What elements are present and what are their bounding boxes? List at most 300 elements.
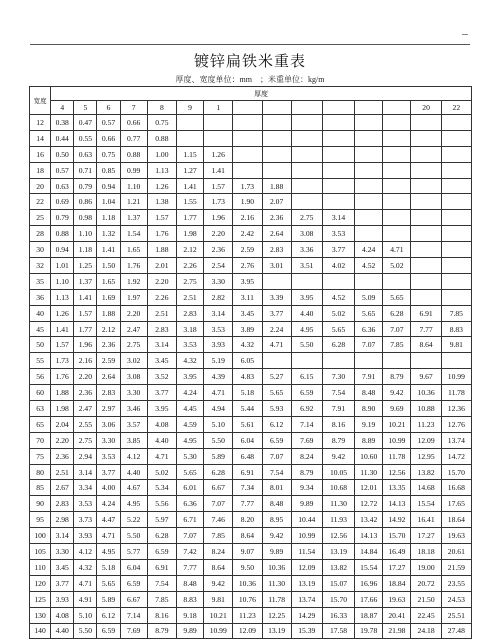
page-title: 镀锌扁铁米重表 [193, 54, 306, 70]
weight-cell: 2.51 [147, 305, 176, 321]
weight-cell: 1.65 [97, 273, 120, 289]
weight-cell: 5.97 [147, 512, 176, 528]
weight-cell: 5.65 [383, 289, 411, 305]
table-row [30, 194, 472, 210]
weight-cell: 1.77 [176, 210, 203, 226]
width-cell: 12 [30, 115, 51, 131]
weight-cell [262, 146, 291, 162]
weight-cell: 2.07 [262, 194, 291, 210]
weight-cell: 4.12 [74, 544, 97, 560]
table-row [30, 623, 472, 639]
weight-cell: 6.36 [355, 321, 383, 337]
weight-cell [411, 210, 441, 226]
width-cell: 28 [30, 226, 51, 242]
weight-cell: 3.95 [176, 369, 203, 385]
weight-cell: 18.18 [411, 544, 441, 560]
weight-cell: 1.88 [51, 385, 74, 401]
weight-cell: 13.74 [291, 591, 322, 607]
weight-cell: 5.61 [233, 416, 262, 432]
weight-cell: 3.77 [322, 242, 354, 258]
weight-cell [204, 130, 233, 146]
weight-cell: 3.89 [233, 321, 262, 337]
weight-cell: 14.13 [355, 528, 383, 544]
weight-cell: 2.20 [147, 273, 176, 289]
weight-cell: 2.36 [51, 448, 74, 464]
weight-cell: 5.50 [291, 337, 322, 353]
weight-cell: 16.68 [441, 480, 471, 496]
thickness-header-cell [383, 101, 411, 115]
weight-cell: 1.41 [204, 162, 233, 178]
weight-cell: 2.75 [74, 432, 97, 448]
width-cell: 35 [30, 273, 51, 289]
weight-cell: 1.26 [147, 178, 176, 194]
weight-cell: 7.54 [262, 464, 291, 480]
weight-cell: 2.26 [176, 258, 203, 274]
weight-cell: 3.39 [262, 289, 291, 305]
weight-cell: 1.88 [147, 242, 176, 258]
width-cell: 60 [30, 385, 51, 401]
table-row [30, 162, 472, 178]
weight-cell: 15.70 [441, 464, 471, 480]
weight-cell: 4.83 [233, 369, 262, 385]
weight-cell: 2.54 [204, 258, 233, 274]
weight-cell: 1.10 [74, 226, 97, 242]
weight-cell: 4.71 [262, 337, 291, 353]
weight-cell: 7.07 [383, 321, 411, 337]
weight-cell: 3.14 [147, 337, 176, 353]
table-row [30, 575, 472, 591]
weight-cell [176, 130, 203, 146]
width-cell: 95 [30, 512, 51, 528]
weight-cell: 6.59 [291, 385, 322, 401]
weight-cell [383, 178, 411, 194]
weight-cell [291, 353, 322, 369]
weight-cell: 11.30 [322, 496, 354, 512]
weight-cell: 2.24 [262, 321, 291, 337]
weight-cell: 20.61 [441, 544, 471, 560]
width-cell: 100 [30, 528, 51, 544]
table-row [30, 321, 472, 337]
weight-cell: 2.98 [51, 512, 74, 528]
weight-cell [262, 115, 291, 131]
table-row [30, 242, 472, 258]
table-header [30, 87, 472, 115]
weight-cell: 13.42 [355, 512, 383, 528]
weight-cell: 12.25 [262, 607, 291, 623]
weight-cell: 1.38 [147, 194, 176, 210]
weight-cell [262, 162, 291, 178]
width-cell: 120 [30, 575, 51, 591]
thickness-header-cell: 20 [411, 101, 441, 115]
weight-cell: 9.89 [291, 496, 322, 512]
weight-cell: 4.32 [176, 353, 203, 369]
weight-cell: 5.30 [176, 448, 203, 464]
weight-cell: 10.05 [322, 464, 354, 480]
weight-cell: 2.42 [233, 226, 262, 242]
weight-cell: 2.20 [120, 305, 147, 321]
weight-cell: 2.20 [204, 226, 233, 242]
weight-cell: 14.72 [441, 448, 471, 464]
weight-cell: 9.42 [322, 448, 354, 464]
weight-cell [441, 115, 471, 131]
weight-cell: 5.34 [147, 480, 176, 496]
weight-cell: 21.98 [383, 623, 411, 639]
weight-cell: 3.06 [97, 416, 120, 432]
table-row [30, 178, 472, 194]
weight-cell [383, 162, 411, 178]
table-row [30, 226, 472, 242]
weight-cell: 1.41 [74, 289, 97, 305]
weight-cell: 5.65 [355, 305, 383, 321]
weight-cell [441, 178, 471, 194]
weight-cell: 5.02 [383, 258, 411, 274]
weight-cell: 2.83 [147, 321, 176, 337]
table-row [30, 369, 472, 385]
weight-cell: 3.11 [233, 289, 262, 305]
weight-cell: 8.24 [291, 448, 322, 464]
weight-cell: 6.28 [204, 464, 233, 480]
weight-cell: 5.18 [97, 559, 120, 575]
table-row [30, 416, 472, 432]
weight-cell: 4.39 [204, 369, 233, 385]
table-row [30, 385, 472, 401]
weight-cell: 17.65 [441, 496, 471, 512]
weight-cell: 4.71 [74, 575, 97, 591]
weight-cell: 6.01 [176, 480, 203, 496]
weight-cell [355, 115, 383, 131]
weight-cell [411, 353, 441, 369]
weight-cell: 4.00 [97, 480, 120, 496]
weight-cell: 2.67 [51, 480, 74, 496]
weight-cell: 3.77 [97, 464, 120, 480]
weight-cell [322, 194, 354, 210]
weight-cell: 3.93 [51, 591, 74, 607]
thickness-header-cell [262, 101, 291, 115]
weight-cell: 22.45 [411, 607, 441, 623]
weight-cell: 2.75 [291, 210, 322, 226]
weight-cell [441, 242, 471, 258]
weight-cell: 4.24 [355, 242, 383, 258]
weight-cell [355, 194, 383, 210]
weight-cell: 3.73 [74, 512, 97, 528]
weight-cell [291, 146, 322, 162]
weight-cell: 6.15 [291, 369, 322, 385]
table-row [30, 273, 472, 289]
weight-cell: 2.76 [233, 258, 262, 274]
width-cell: 20 [30, 178, 51, 194]
weight-cell: 24.18 [411, 623, 441, 639]
weight-cell: 6.04 [233, 432, 262, 448]
weight-cell: 8.90 [355, 401, 383, 417]
weight-cell: 3.53 [204, 321, 233, 337]
thickness-values-row [30, 101, 472, 115]
weight-cell: 14.13 [383, 496, 411, 512]
thickness-header-cell [233, 101, 262, 115]
weight-cell: 1.41 [97, 242, 120, 258]
weight-cell: 2.75 [120, 337, 147, 353]
weight-cell: 0.88 [120, 146, 147, 162]
weight-cell: 5.89 [204, 448, 233, 464]
weight-cell: 2.12 [176, 242, 203, 258]
weight-cell [233, 162, 262, 178]
width-cell: 16 [30, 146, 51, 162]
width-cell: 65 [30, 416, 51, 432]
weight-cell: 8.79 [322, 432, 354, 448]
weight-cell: 7.14 [120, 607, 147, 623]
weight-cell [176, 115, 203, 131]
weight-cell: 1.88 [97, 305, 120, 321]
page-subtitle: 厚度、宽度单位：mm ；米重单位：kg/m [175, 75, 325, 84]
weight-cell: 4.24 [97, 496, 120, 512]
weight-cell: 5.65 [262, 385, 291, 401]
width-cell: 32 [30, 258, 51, 274]
weight-cell: 10.36 [411, 385, 441, 401]
weight-cell: 2.20 [74, 369, 97, 385]
weight-cell: 12.95 [411, 448, 441, 464]
weight-cell: 7.46 [204, 512, 233, 528]
weight-cell: 9.34 [291, 480, 322, 496]
weight-cell [411, 115, 441, 131]
weight-cell [355, 353, 383, 369]
weight-cell: 7.30 [322, 369, 354, 385]
weight-cell: 7.85 [383, 337, 411, 353]
weight-cell: 4.95 [291, 321, 322, 337]
table-row [30, 210, 472, 226]
table-row [30, 464, 472, 480]
thickness-header-cell [291, 101, 322, 115]
table-row [30, 401, 472, 417]
weight-cell: 7.07 [204, 496, 233, 512]
table-row [30, 544, 472, 560]
weight-cell: 12.36 [441, 401, 471, 417]
weight-cell [355, 146, 383, 162]
weight-cell: 2.97 [97, 401, 120, 417]
weight-cell: 6.28 [147, 528, 176, 544]
weight-cell: 1.69 [97, 289, 120, 305]
weight-cell: 7.07 [176, 528, 203, 544]
weight-cell: 7.69 [120, 623, 147, 639]
weight-cell: 12.09 [411, 432, 441, 448]
weight-cell: 5.22 [120, 512, 147, 528]
weight-cell: 2.64 [262, 226, 291, 242]
weight-cell: 6.12 [262, 416, 291, 432]
weight-cell: 4.59 [176, 416, 203, 432]
weight-cell: 7.77 [176, 559, 203, 575]
weight-cell: 3.95 [233, 273, 262, 289]
weight-cell [411, 226, 441, 242]
weight-cell: 13.82 [411, 464, 441, 480]
weight-cell: 0.99 [120, 162, 147, 178]
weight-cell: 4.08 [147, 416, 176, 432]
weight-cell: 11.23 [411, 416, 441, 432]
thickness-header-cell: 5 [74, 101, 97, 115]
weight-cell: 1.73 [51, 353, 74, 369]
weight-cell: 10.68 [322, 480, 354, 496]
width-cell: 55 [30, 353, 51, 369]
weight-cell [291, 178, 322, 194]
weight-cell: 17.27 [383, 559, 411, 575]
weight-cell: 9.81 [441, 337, 471, 353]
weight-cell [411, 162, 441, 178]
width-cell: 90 [30, 496, 51, 512]
weight-cell: 13.82 [322, 559, 354, 575]
weight-cell [262, 130, 291, 146]
weight-cell: 6.28 [383, 305, 411, 321]
weight-cell: 1.21 [120, 194, 147, 210]
weight-cell: 2.16 [233, 210, 262, 226]
weight-cell: 19.63 [383, 591, 411, 607]
weight-cell: 24.53 [441, 591, 471, 607]
header-row-top [30, 87, 472, 101]
weight-cell: 1.97 [120, 289, 147, 305]
weight-cell: 17.27 [411, 528, 441, 544]
weight-cell [355, 178, 383, 194]
weight-cell: 2.83 [176, 305, 203, 321]
weight-cell: 6.91 [147, 559, 176, 575]
weight-cell: 0.57 [51, 162, 74, 178]
weight-cell: 5.65 [176, 464, 203, 480]
weight-cell: 3.93 [204, 337, 233, 353]
weight-cell: 1.73 [233, 178, 262, 194]
weight-cell: 11.78 [383, 448, 411, 464]
weight-cell: 13.19 [322, 544, 354, 560]
weight-cell [411, 194, 441, 210]
weight-cell: 7.77 [233, 496, 262, 512]
weight-cell [233, 115, 262, 131]
width-cell: 14 [30, 130, 51, 146]
table-row [30, 512, 472, 528]
weight-cell: 6.48 [233, 448, 262, 464]
weight-cell: 1.10 [120, 178, 147, 194]
weight-cell [291, 162, 322, 178]
weight-cell: 0.88 [51, 226, 74, 242]
weight-cell: 3.53 [176, 337, 203, 353]
weight-cell: 1.88 [262, 178, 291, 194]
weight-cell: 8.79 [291, 464, 322, 480]
weight-cell: 14.29 [291, 607, 322, 623]
width-cell: 75 [30, 448, 51, 464]
weight-cell: 9.50 [233, 559, 262, 575]
weight-cell: 3.30 [204, 273, 233, 289]
weight-cell: 0.98 [74, 210, 97, 226]
table-row [30, 480, 472, 496]
weight-cell: 4.32 [233, 337, 262, 353]
weight-cell: 3.77 [51, 575, 74, 591]
weight-cell: 6.59 [147, 544, 176, 560]
weight-cell: 4.40 [291, 305, 322, 321]
weight-cell: 10.99 [441, 369, 471, 385]
weight-cell: 1.65 [120, 242, 147, 258]
table-row [30, 130, 472, 146]
weight-cell: 8.64 [411, 337, 441, 353]
weight-cell [441, 289, 471, 305]
weight-cell [441, 258, 471, 274]
weight-cell: 9.07 [233, 544, 262, 560]
weight-cell: 4.95 [176, 432, 203, 448]
weight-cell: 3.30 [97, 432, 120, 448]
weight-cell: 5.10 [204, 416, 233, 432]
weight-cell: 4.91 [74, 591, 97, 607]
weight-cell: 3.36 [291, 242, 322, 258]
weight-cell: 5.10 [74, 607, 97, 623]
weight-cell: 3.14 [322, 210, 354, 226]
weight-cell: 10.21 [204, 607, 233, 623]
weight-cell: 1.01 [51, 258, 74, 274]
weight-cell [441, 353, 471, 369]
weight-cell [441, 146, 471, 162]
weight-cell: 11.30 [262, 575, 291, 591]
weight-cell: 9.19 [355, 416, 383, 432]
table-row [30, 496, 472, 512]
weight-cell: 4.40 [120, 464, 147, 480]
weight-cell: 8.83 [441, 321, 471, 337]
weight-cell: 2.83 [262, 242, 291, 258]
weight-cell [322, 162, 354, 178]
weight-cell: 4.71 [147, 448, 176, 464]
weight-cell: 5.93 [262, 401, 291, 417]
weight-cell: 8.01 [262, 480, 291, 496]
weight-cell: 2.75 [176, 273, 203, 289]
thickness-header-cell: 22 [441, 101, 471, 115]
weight-cell: 1.37 [120, 210, 147, 226]
weight-cell: 1.57 [74, 305, 97, 321]
weight-cell: 5.65 [322, 321, 354, 337]
weight-cell: 15.70 [383, 528, 411, 544]
weight-cell: 8.95 [262, 512, 291, 528]
weight-cell: 9.89 [176, 623, 203, 639]
weight-cell [291, 115, 322, 131]
weight-cell: 7.85 [147, 591, 176, 607]
weight-cell [322, 178, 354, 194]
weight-cell: 2.36 [262, 210, 291, 226]
weight-cell: 1.25 [74, 258, 97, 274]
width-cell: 130 [30, 607, 51, 623]
weight-cell: 8.89 [355, 432, 383, 448]
weight-cell: 7.91 [355, 369, 383, 385]
weight-cell: 1.27 [176, 162, 203, 178]
weight-cell [383, 353, 411, 369]
weight-cell [441, 130, 471, 146]
weight-cell: 8.79 [147, 623, 176, 639]
weight-cell [441, 162, 471, 178]
weight-cell: 2.47 [74, 401, 97, 417]
weight-cell: 1.98 [176, 226, 203, 242]
table-row [30, 448, 472, 464]
weight-cell: 11.30 [355, 464, 383, 480]
weight-cell: 2.47 [120, 321, 147, 337]
weight-cell: 3.14 [204, 305, 233, 321]
width-cell: 125 [30, 591, 51, 607]
weight-cell: 4.71 [204, 385, 233, 401]
weight-cell: 1.57 [51, 337, 74, 353]
table-row [30, 353, 472, 369]
weight-cell [291, 194, 322, 210]
weight-cell: 3.51 [291, 258, 322, 274]
weight-cell: 11.54 [291, 544, 322, 560]
weight-cell: 1.13 [147, 162, 176, 178]
weight-cell [355, 226, 383, 242]
weight-cell: 17.58 [322, 623, 354, 639]
weight-cell: 0.79 [51, 210, 74, 226]
weight-cell: 1.15 [176, 146, 203, 162]
weight-cell: 8.83 [176, 591, 203, 607]
weight-cell [262, 273, 291, 289]
weight-cell: 3.34 [74, 480, 97, 496]
width-cell: 45 [30, 321, 51, 337]
weight-cell [411, 242, 441, 258]
weight-cell: 6.36 [176, 496, 203, 512]
weight-cell: 8.48 [176, 575, 203, 591]
